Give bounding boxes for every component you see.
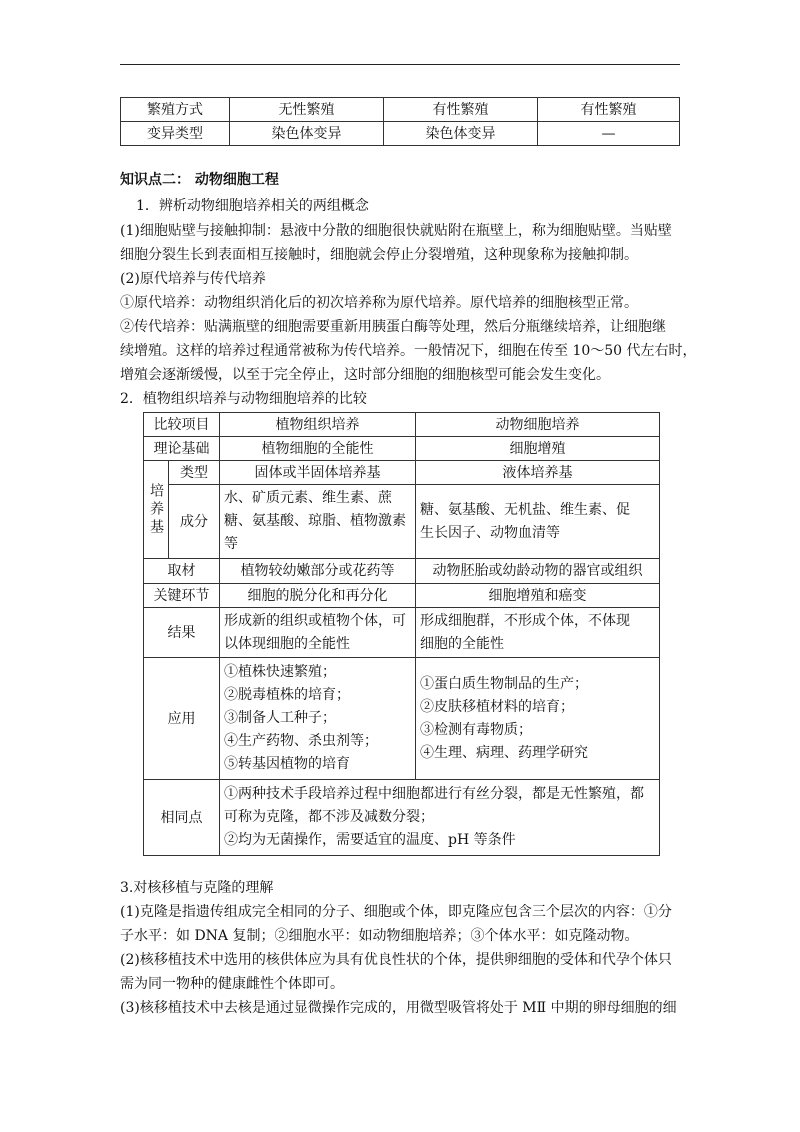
table-cell: 类型: [169, 461, 220, 485]
section-heading: 知识点二： 动物细胞工程: [120, 172, 279, 188]
table-cell: 关键环节: [144, 584, 220, 608]
paragraph-line: 子水平：如 DNA 复制；②细胞水平：如动物细胞培养；③个体水平：如克隆动物。: [120, 928, 639, 944]
paragraph-title: 3.对核移植与克隆的理解: [120, 880, 274, 896]
table-cell: 动物细胞培养: [416, 413, 660, 437]
cell-line: ②皮肤移植材料的培育；: [420, 698, 574, 715]
cell-line: 形成细胞群，不形成个体，不体现: [420, 612, 630, 629]
table-cell: 细胞的脱分化和再分化: [220, 584, 416, 608]
cell-line: ①蛋白质生物制品的生产；: [420, 675, 588, 692]
paragraph-title: 1．辨析动物细胞培养相关的两组概念: [136, 198, 369, 214]
paragraph-line: ②传代培养：贴满瓶壁的细胞需要重新用胰蛋白酶等处理，然后分瓶继续培养，让细胞继: [120, 319, 666, 335]
table-cell: 动物胚胎或幼龄动物的器官或组织: [416, 559, 660, 584]
medium-label: 培养基: [148, 482, 164, 537]
table-cell: 比较项目: [144, 413, 220, 437]
cell-line: ③制备人工种子；: [224, 710, 336, 726]
paragraph-title: 2．植物组织培养与动物细胞培养的比较: [120, 391, 367, 407]
table-cell: 有性繁殖: [538, 98, 680, 122]
cell-line: 水、矿质元素、维生素、蔗: [224, 490, 392, 506]
table-row: [144, 559, 660, 584]
table-cell: 无性繁殖: [230, 98, 384, 122]
table-row: [144, 413, 660, 437]
table-cell: 相同点: [144, 780, 220, 856]
cell-line: 等: [224, 536, 238, 552]
table-cell: 液体培养基: [416, 461, 660, 485]
table-cell: 固体或半固体培养基: [220, 461, 416, 485]
table-cell: 取材: [144, 559, 220, 584]
paragraph-line: (1)克隆是指遗传组成完全相同的分子、细胞或个体，即克隆应包含三个层次的内容：①分: [120, 904, 672, 920]
reproduction-table: [120, 97, 680, 146]
table-cell: —: [538, 122, 680, 146]
cell-line: 以体现细胞的全能性: [224, 635, 350, 652]
cell-line: ④生产药物、杀虫剂等；: [224, 733, 378, 749]
table-row: [144, 437, 660, 461]
table-cell: 染色体变异: [384, 122, 538, 146]
paragraph-line: 增殖会逐渐缓慢，以至于完全停止，这时部分细胞的细胞核型可能会发生变化。: [120, 367, 610, 383]
paragraph-line: 细胞分裂生长到表面相互接触时，细胞就会停止分裂增殖，这种现象称为接触抑制。: [120, 247, 638, 263]
table-row: [121, 98, 680, 122]
table-row: [144, 780, 660, 856]
table-cell: 应用: [144, 658, 220, 780]
paragraph-line: (2)核移植技术中选用的核供体应为具有优良性状的个体，提供卵细胞的受体和代孕个体只: [120, 952, 672, 968]
cell-line: ②均为无菌操作，需要适宜的温度、pH 等条件: [224, 832, 516, 848]
table-cell: 成分: [169, 485, 220, 559]
table-cell: [416, 608, 660, 658]
table-cell: [144, 461, 169, 559]
table-cell: 有性繁殖: [384, 98, 538, 122]
cell-line: ③检测有毒物质；: [420, 721, 532, 738]
table-row: [144, 461, 660, 485]
table-cell: 繁殖方式: [121, 98, 230, 122]
table-row: [144, 584, 660, 608]
table-cell: 结果: [144, 608, 220, 658]
table-cell: 细胞增殖: [416, 437, 660, 461]
table-cell: 染色体变异: [230, 122, 384, 146]
table-cell: [220, 485, 416, 559]
table-row: [144, 658, 660, 780]
table-cell: 植物组织培养: [220, 413, 416, 437]
cell-line: ①植株快速繁殖；: [224, 664, 336, 680]
cell-line: 糖、氨基酸、无机盐、维生素、促: [420, 501, 630, 518]
table-cell: [220, 780, 660, 856]
header-rule: [120, 64, 680, 65]
table-cell: 细胞增殖和癌变: [416, 584, 660, 608]
table-cell: 植物细胞的全能性: [220, 437, 416, 461]
paragraph-line: (2)原代培养与传代培养: [120, 271, 266, 287]
table-cell: [220, 608, 416, 658]
cell-line: ④生理、病理、药理学研究: [420, 744, 588, 761]
cell-line: 糖、氨基酸、琼脂、植物激素: [224, 513, 406, 529]
table-row: [144, 608, 660, 658]
cell-line: 可称为克隆，都不涉及减数分裂；: [224, 809, 434, 825]
table-cell: [220, 658, 416, 780]
cell-line: ⑤转基因植物的培育: [224, 756, 350, 772]
cell-line: ②脱毒植株的培育；: [224, 687, 350, 703]
paragraph-line: 续增殖。这样的培养过程通常被称为传代培养。一般情况下，细胞在传至 10～50 代左右时，: [120, 343, 697, 359]
table-cell: [416, 658, 660, 780]
cell-line: 细胞的全能性: [420, 635, 504, 652]
paragraph-line: ①原代培养：动物组织消化后的初次培养称为原代培养。原代培养的细胞核型正常。: [120, 295, 638, 311]
paragraph-line: 需为同一物种的健康雌性个体即可。: [120, 976, 344, 992]
table-row: [121, 122, 680, 146]
table-cell: 植物较幼嫩部分或花药等: [220, 559, 416, 584]
table-cell: 变异类型: [121, 122, 230, 146]
cell-line: 生长因子、动物血清等: [420, 524, 560, 541]
table-cell: [416, 485, 660, 559]
table-row: [144, 485, 660, 559]
paragraph-line: (1)细胞贴壁与接触抑制：悬液中分散的细胞很快就贴附在瓶壁上，称为细胞贴壁。当贴壁: [120, 223, 672, 239]
table-cell: 理论基础: [144, 437, 220, 461]
paragraph-line: (3)核移植技术中去核是通过显微操作完成的，用微型吸管将处于 MⅡ 中期的卵母细胞的细: [120, 1000, 677, 1016]
comparison-table: [143, 412, 660, 856]
cell-line: ①两种技术手段培养过程中细胞都进行有丝分裂，都是无性繁殖，都: [224, 786, 644, 802]
cell-line: 形成新的组织或植物个体，可: [224, 612, 406, 629]
